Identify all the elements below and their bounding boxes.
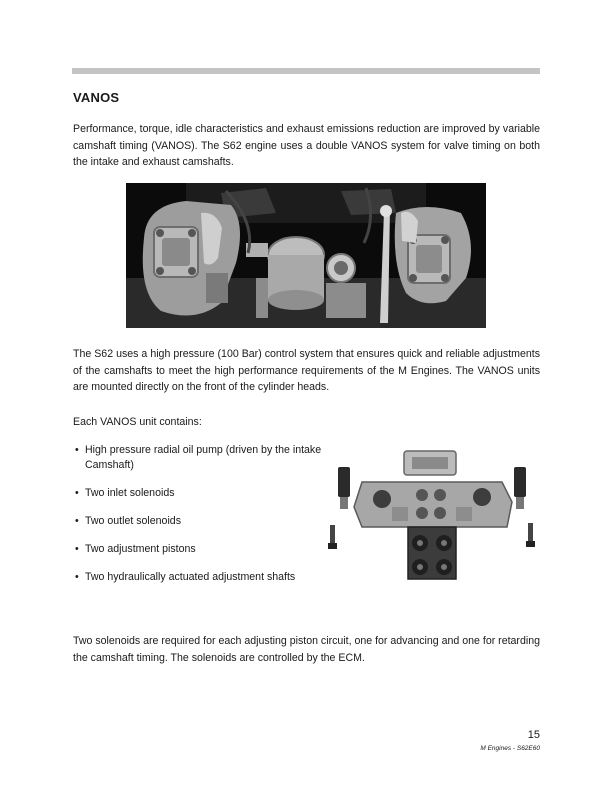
contains-intro: Each VANOS unit contains: xyxy=(73,416,202,428)
control-paragraph: The S62 uses a high pressure (100 Bar) control system that ensures quick and reliable adjustments of the camshafts to meet the high performance requirements of the M Engines. The VANOS units are mounted directly on the front of the cylinder heads. xyxy=(73,348,540,393)
top-rule xyxy=(72,68,540,74)
section-heading: VANOS xyxy=(73,90,120,105)
list-item: • Two adjustment pistons xyxy=(73,542,325,557)
footer-label: M Engines - S62E60 xyxy=(480,745,540,752)
list-item: • Two outlet solenoids xyxy=(73,514,325,529)
unit-contents-list xyxy=(73,443,325,598)
engine-vanos-photo xyxy=(126,183,486,328)
intro-paragraph: Performance, torque, idle characteristics and exhaust emissions reduction are improved by variable camshaft timing (VANOS). The S62 engine uses a double VANOS system for valve timing on both the intake and exhaust camshafts. xyxy=(73,123,540,168)
vanos-unit-photo xyxy=(322,447,540,587)
list-item: • High pressure radial oil pump (driven by the intake Camshaft) xyxy=(73,443,325,473)
list-item: • Two inlet solenoids xyxy=(73,486,325,501)
solenoids-paragraph: Two solenoids are required for each adjusting piston circuit, one for advancing and one for retarding the camshaft timing. The solenoids are controlled by the ECM. xyxy=(73,635,540,664)
list-item: • Two hydraulically actuated adjustment shafts xyxy=(73,570,325,585)
page-number: 15 xyxy=(527,729,540,741)
